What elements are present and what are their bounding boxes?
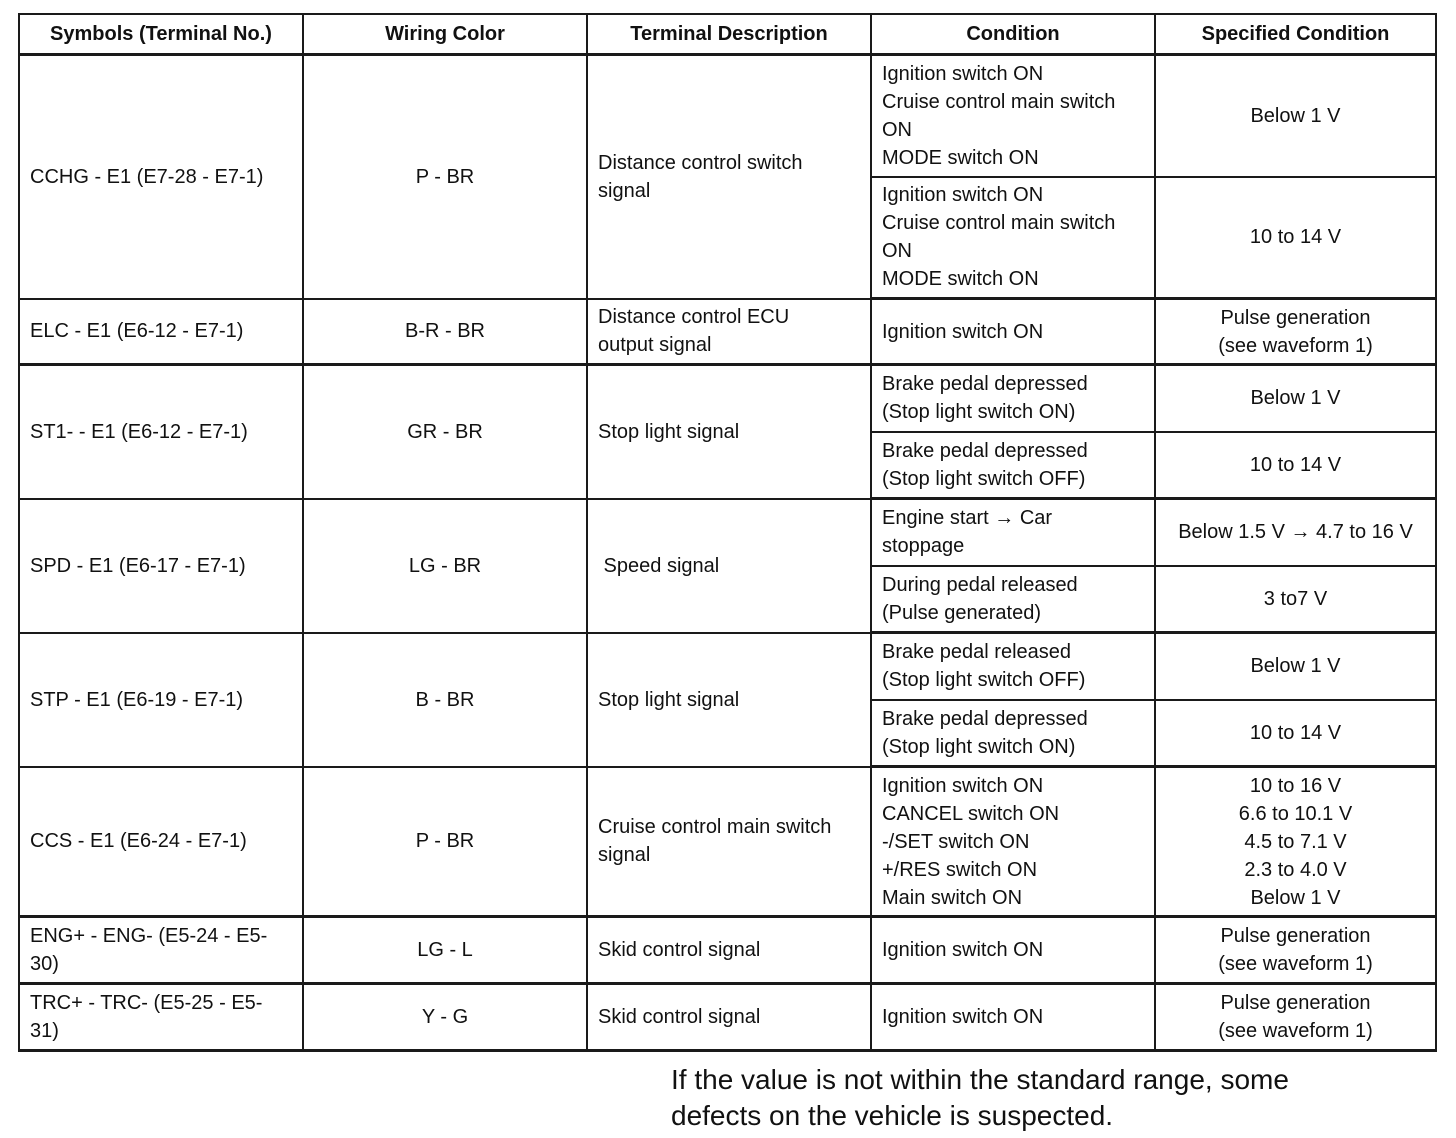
table-row — [19, 365, 1436, 432]
table-row — [19, 917, 1436, 984]
table-row — [19, 767, 1436, 917]
specified-cell: Pulse generation (see waveform 1) — [1155, 917, 1436, 984]
description-cell: Stop light signal — [587, 633, 871, 767]
symbol-cell: STP - E1 (E6-19 - E7-1) — [19, 633, 303, 767]
header-terminal-description: Terminal Description — [587, 14, 871, 55]
wiring-cell: B-R - BR — [303, 299, 587, 365]
specified-cell: 3 to7 V — [1155, 566, 1436, 633]
header-specified-condition: Specified Condition — [1155, 14, 1436, 55]
header-wiring-color: Wiring Color — [303, 14, 587, 55]
condition-cell: Ignition switch ON — [871, 299, 1155, 365]
description-cell: Stop light signal — [587, 365, 871, 499]
symbol-cell: CCHG - E1 (E7-28 - E7-1) — [19, 55, 303, 299]
wiring-cell: LG - L — [303, 917, 587, 984]
specified-cell: Below 1.5 V → 4.7 to 16 V — [1155, 499, 1436, 566]
wiring-cell: B - BR — [303, 633, 587, 767]
header-condition: Condition — [871, 14, 1155, 55]
condition-cell: Ignition switch ON Cruise control main switch ON MODE switch ON — [871, 177, 1155, 299]
condition-cell: Ignition switch ON — [871, 917, 1155, 984]
table-row — [19, 633, 1436, 700]
condition-cell: Brake pedal depressed (Stop light switch ON) — [871, 700, 1155, 767]
specified-cell: 10 to 16 V 6.6 to 10.1 V 4.5 to 7.1 V 2.3 to 4.0 V Below 1 V — [1155, 767, 1436, 917]
symbol-cell: SPD - E1 (E6-17 - E7-1) — [19, 499, 303, 633]
wiring-cell: P - BR — [303, 55, 587, 299]
table-header-row — [19, 14, 1436, 55]
description-cell: Distance control switch signal — [587, 55, 871, 299]
symbol-cell: ST1- - E1 (E6-12 - E7-1) — [19, 365, 303, 499]
header-symbols: Symbols (Terminal No.) — [19, 14, 303, 55]
symbol-cell: ENG+ - ENG- (E5-24 - E5- 30) — [19, 917, 303, 984]
description-cell: Skid control signal — [587, 984, 871, 1051]
specified-cell: 10 to 14 V — [1155, 177, 1436, 299]
description-cell: Cruise control main switch signal — [587, 767, 871, 917]
description-cell: Distance control ECU output signal — [587, 299, 871, 365]
standard-range-note: If the value is not within the standard range, some defects on the vehicle is suspected. — [671, 1064, 1289, 1131]
condition-cell: Brake pedal depressed (Stop light switch ON) — [871, 365, 1155, 432]
table-row — [19, 55, 1436, 177]
specified-cell: Pulse generation (see waveform 1) — [1155, 299, 1436, 365]
table-row — [19, 299, 1436, 365]
terminal-inspection-table — [18, 13, 1437, 1052]
condition-cell: Brake pedal released (Stop light switch OFF) — [871, 633, 1155, 700]
table-row — [19, 499, 1436, 566]
condition-cell: Ignition switch ON CANCEL switch ON -/SET switch ON +/RES switch ON Main switch ON — [871, 767, 1155, 917]
wiring-cell: Y - G — [303, 984, 587, 1051]
specified-cell: Pulse generation (see waveform 1) — [1155, 984, 1436, 1051]
specified-cell: Below 1 V — [1155, 55, 1436, 177]
specified-cell: 10 to 14 V — [1155, 432, 1436, 499]
symbol-cell: CCS - E1 (E6-24 - E7-1) — [19, 767, 303, 917]
table-row — [19, 984, 1436, 1051]
symbol-cell: ELC - E1 (E6-12 - E7-1) — [19, 299, 303, 365]
specified-cell: Below 1 V — [1155, 633, 1436, 700]
wiring-cell: P - BR — [303, 767, 587, 917]
wiring-cell: LG - BR — [303, 499, 587, 633]
specified-cell: Below 1 V — [1155, 365, 1436, 432]
wiring-cell: GR - BR — [303, 365, 587, 499]
description-cell: Skid control signal — [587, 917, 871, 984]
condition-cell: Engine start → Car stoppage — [871, 499, 1155, 566]
condition-cell: During pedal released (Pulse generated) — [871, 566, 1155, 633]
symbol-cell: TRC+ - TRC- (E5-25 - E5- 31) — [19, 984, 303, 1051]
condition-cell: Ignition switch ON — [871, 984, 1155, 1051]
description-cell: Speed signal — [587, 499, 871, 633]
condition-cell: Ignition switch ON Cruise control main switch ON MODE switch ON — [871, 55, 1155, 177]
condition-cell: Brake pedal depressed (Stop light switch OFF) — [871, 432, 1155, 499]
specified-cell: 10 to 14 V — [1155, 700, 1436, 767]
